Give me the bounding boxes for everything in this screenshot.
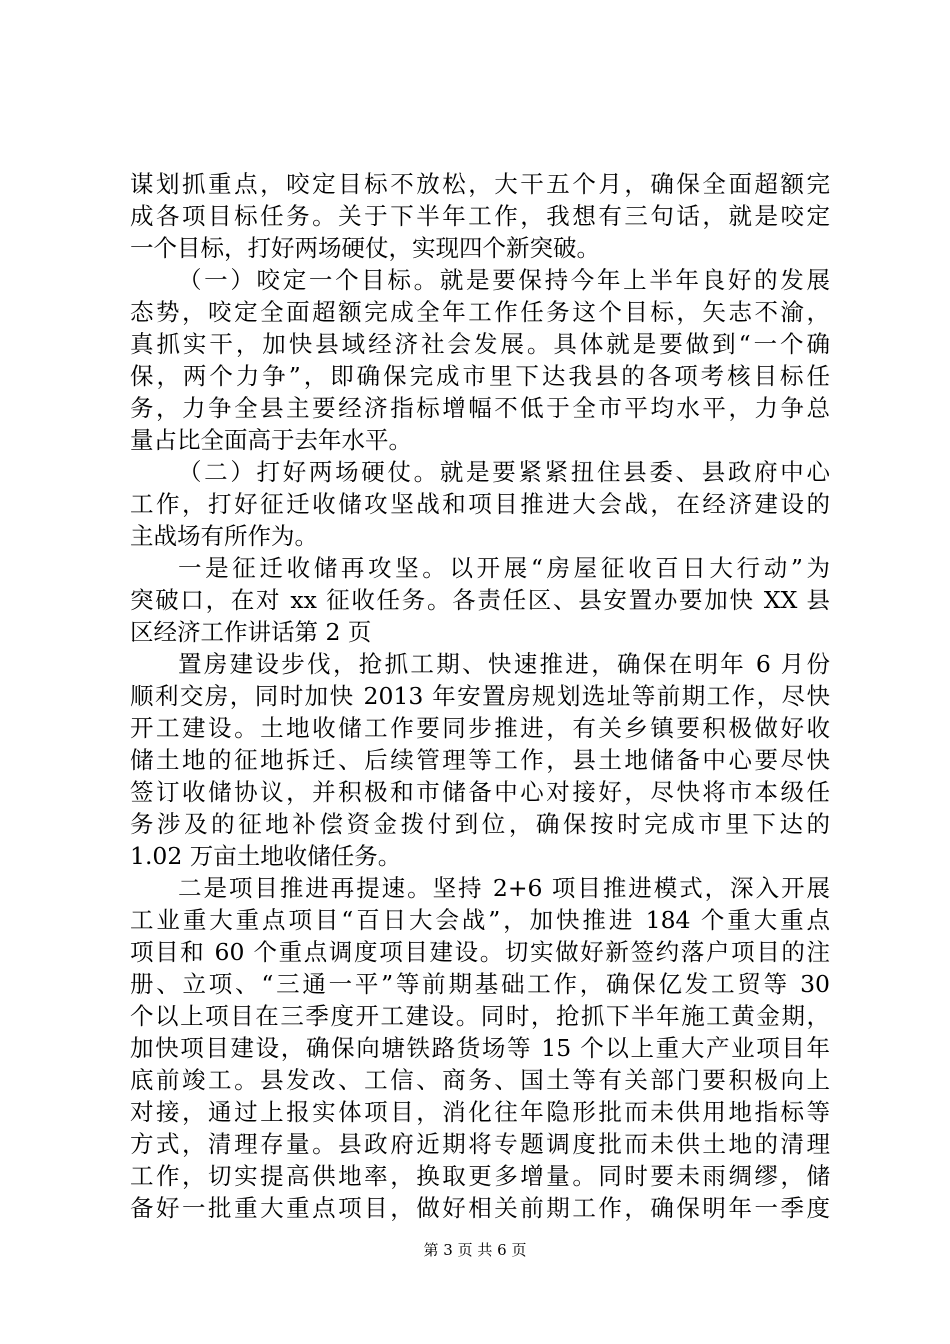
text-line: 谋划抓重点，咬定目标不放松，大干五个月，确保全面超额完 <box>130 170 830 198</box>
text-line: 二是项目推进再提速。坚持 2+6 项目推进模式，深入开展 <box>178 874 830 902</box>
text-line: 区经济工作讲话第 2 页 <box>130 618 372 646</box>
text-line: 置房建设步伐，抢抓工期、快速推进，确保在明年 6 月份 <box>178 650 830 678</box>
text-line: 方式，清理存量。县政府近期将专题调度批而未供土地的清理 <box>130 1130 830 1158</box>
text-line: 册、立项、“三通一平”等前期基础工作，确保亿发工贸等 30 <box>130 970 830 998</box>
text-line: 工作，打好征迁收储攻坚战和项目推进大会战，在经济建设的 <box>130 490 830 518</box>
text-line: 加快项目建设，确保向塘铁路货场等 15 个以上重大产业项目年 <box>130 1034 830 1062</box>
text-line: 真抓实干，加快县域经济社会发展。具体就是要做到“一个确 <box>130 330 830 358</box>
text-line: 态势，咬定全面超额完成全年工作任务这个目标，矢志不渝， <box>130 298 830 326</box>
text-line: 储土地的征地拆迁、后续管理等工作，县土地储备中心要尽快 <box>130 746 830 774</box>
text-line: 签订收储协议，并积极和市储备中心对接好，尽快将市本级任 <box>130 778 830 806</box>
text-line: 对接，通过上报实体项目，消化往年隐形批而未供用地指标等 <box>130 1098 830 1126</box>
text-line: 开工建设。土地收储工作要同步推进，有关乡镇要积极做好收 <box>130 714 830 742</box>
text-line: 备好一批重大重点项目，做好相关前期工作，确保明年一季度 <box>130 1194 830 1222</box>
text-line: 主战场有所作为。 <box>130 522 318 550</box>
text-line: （二）打好两场硬仗。就是要紧紧扭住县委、县政府中心 <box>178 458 830 486</box>
text-line: 成各项目标任务。关于下半年工作，我想有三句话，就是咬定 <box>130 202 830 230</box>
text-line: 保，两个力争”，即确保完成市里下达我县的各项考核目标任 <box>130 362 830 390</box>
page-footer: 第 3 页 共 6 页 <box>423 1241 527 1259</box>
text-line: 工业重大重点项目“百日大会战”，加快推进 184 个重大重点 <box>130 906 830 934</box>
text-line: 顺利交房，同时加快 2013 年安置房规划选址等前期工作，尽快 <box>130 682 830 710</box>
text-line: 务涉及的征地补偿资金拨付到位，确保按时完成市里下达的 <box>130 810 830 838</box>
text-line: 工作，切实提高供地率，换取更多增量。同时要未雨绸缪，储 <box>130 1162 830 1190</box>
text-line: 一是征迁收储再攻坚。以开展“房屋征收百日大行动”为 <box>178 554 830 582</box>
text-line: 底前竣工。县发改、工信、商务、国土等有关部门要积极向上 <box>130 1066 830 1094</box>
text-line: 项目和 60 个重点调度项目建设。切实做好新签约落户项目的注 <box>130 938 830 966</box>
text-line: 一个目标，打好两场硬仗，实现四个新突破。 <box>130 234 600 262</box>
text-line: 量占比全面高于去年水平。 <box>130 426 412 454</box>
text-line: 突破口，在对 xx 征收任务。各责任区、县安置办要加快 XX 县 <box>130 586 830 614</box>
text-line: 1.02 万亩土地收储任务。 <box>130 842 402 870</box>
text-line: 个以上项目在三季度开工建设。同时，抢抓下半年施工黄金期， <box>130 1002 830 1030</box>
text-line: 务，力争全县主要经济指标增幅不低于全市平均水平，力争总 <box>130 394 830 422</box>
document-body <box>130 168 830 1224</box>
text-line: （一）咬定一个目标。就是要保持今年上半年良好的发展 <box>178 266 830 294</box>
